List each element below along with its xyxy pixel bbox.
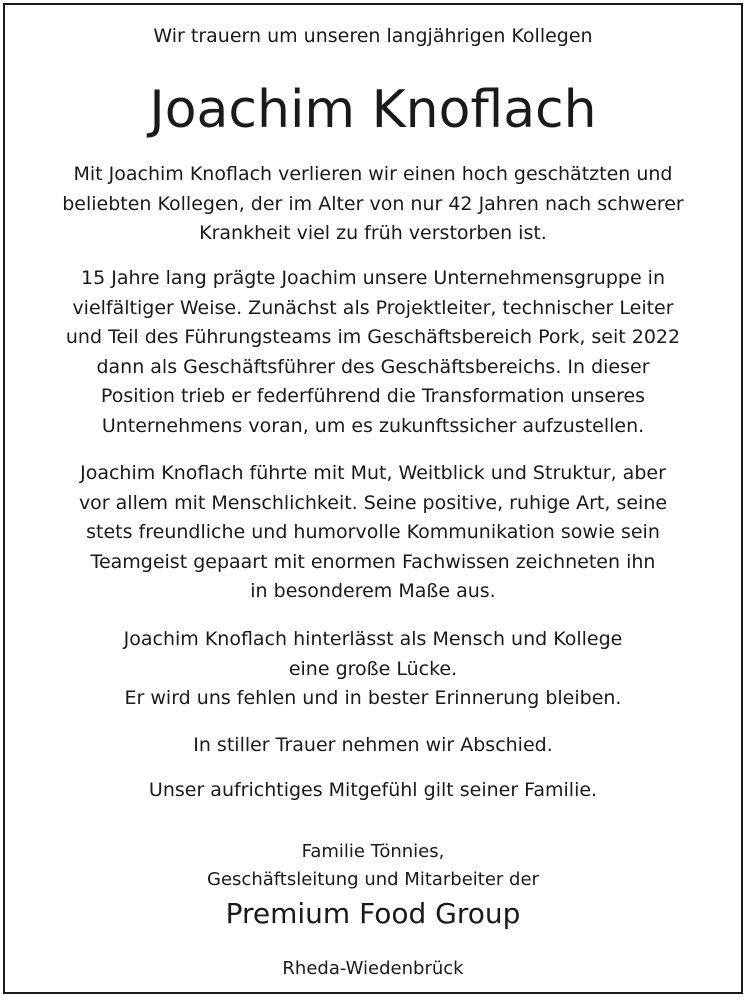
text-line: Teamgeist gepaart mit enormen Fachwissen zeichneten ihn	[90, 550, 656, 573]
paragraph-loss	[3, 160, 743, 249]
company-name: Premium Food Group	[225, 897, 521, 930]
signature-line: Geschäftsleitung und Mitarbeiter der	[207, 869, 539, 890]
paragraph-career	[3, 264, 743, 441]
text-line: vor allem mit Menschlichkeit. Seine positive, ruhige Art, seine	[78, 491, 668, 514]
text-line: In stiller Trauer nehmen wir Abschied.	[193, 734, 553, 756]
signature-line: Familie Tönnies,	[301, 841, 445, 862]
text-line: in besonderem Maße aus.	[250, 580, 496, 602]
text-line: stets freundliche und humorvolle Kommunikation sowie sein	[86, 521, 660, 543]
signature-block	[3, 838, 743, 894]
deceased-name: Joachim Knoflach	[149, 80, 597, 140]
text-line: Joachim Knoflach hinterlässt als Mensch und Kollege	[123, 628, 623, 650]
text-line: dann als Geschäftsführer des Geschäftsbereichs. In dieser	[96, 355, 650, 378]
paragraph-legacy	[3, 625, 743, 714]
text-line: vielfältiger Weise. Zunächst als Projektleiter, technischer Leiter	[72, 296, 674, 319]
text-line: Krankheit viel zu früh verstorben ist.	[199, 222, 547, 244]
paragraph-condolence	[3, 776, 743, 806]
paragraph-character	[3, 459, 743, 607]
text-line: Unser aufrichtiges Mitgefühl gilt seiner Familie.	[148, 779, 598, 801]
text-line: beliebten Kollegen, der im Alter von nur 42 Jahren nach schwerer	[62, 192, 684, 215]
text-line: eine große Lücke.	[288, 657, 458, 680]
text-line: 15 Jahre lang prägte Joachim unsere Unternehmensgruppe in	[81, 267, 665, 289]
text-line: Joachim Knoflach führte mit Mut, Weitblick und Struktur, aber	[80, 462, 666, 484]
company-city: Rheda-Wiedenbrück	[282, 958, 464, 979]
text-line: Mit Joachim Knoflach verlieren wir einen hoch geschätzten und	[73, 163, 673, 185]
text-line: Unternehmens voran, um es zukunftssicher aufzustellen.	[101, 414, 645, 437]
text-line: und Teil des Führungsteams im Geschäftsbereich Pork, seit 2022	[65, 326, 681, 348]
text-line: Er wird uns fehlen und in bester Erinnerung bleiben.	[124, 687, 622, 709]
intro-line: Wir trauern um unseren langjährigen Kollegen	[153, 25, 593, 47]
paragraph-farewell	[3, 731, 743, 761]
text-line: Position trieb er federführend die Transformation unseres	[100, 385, 646, 407]
